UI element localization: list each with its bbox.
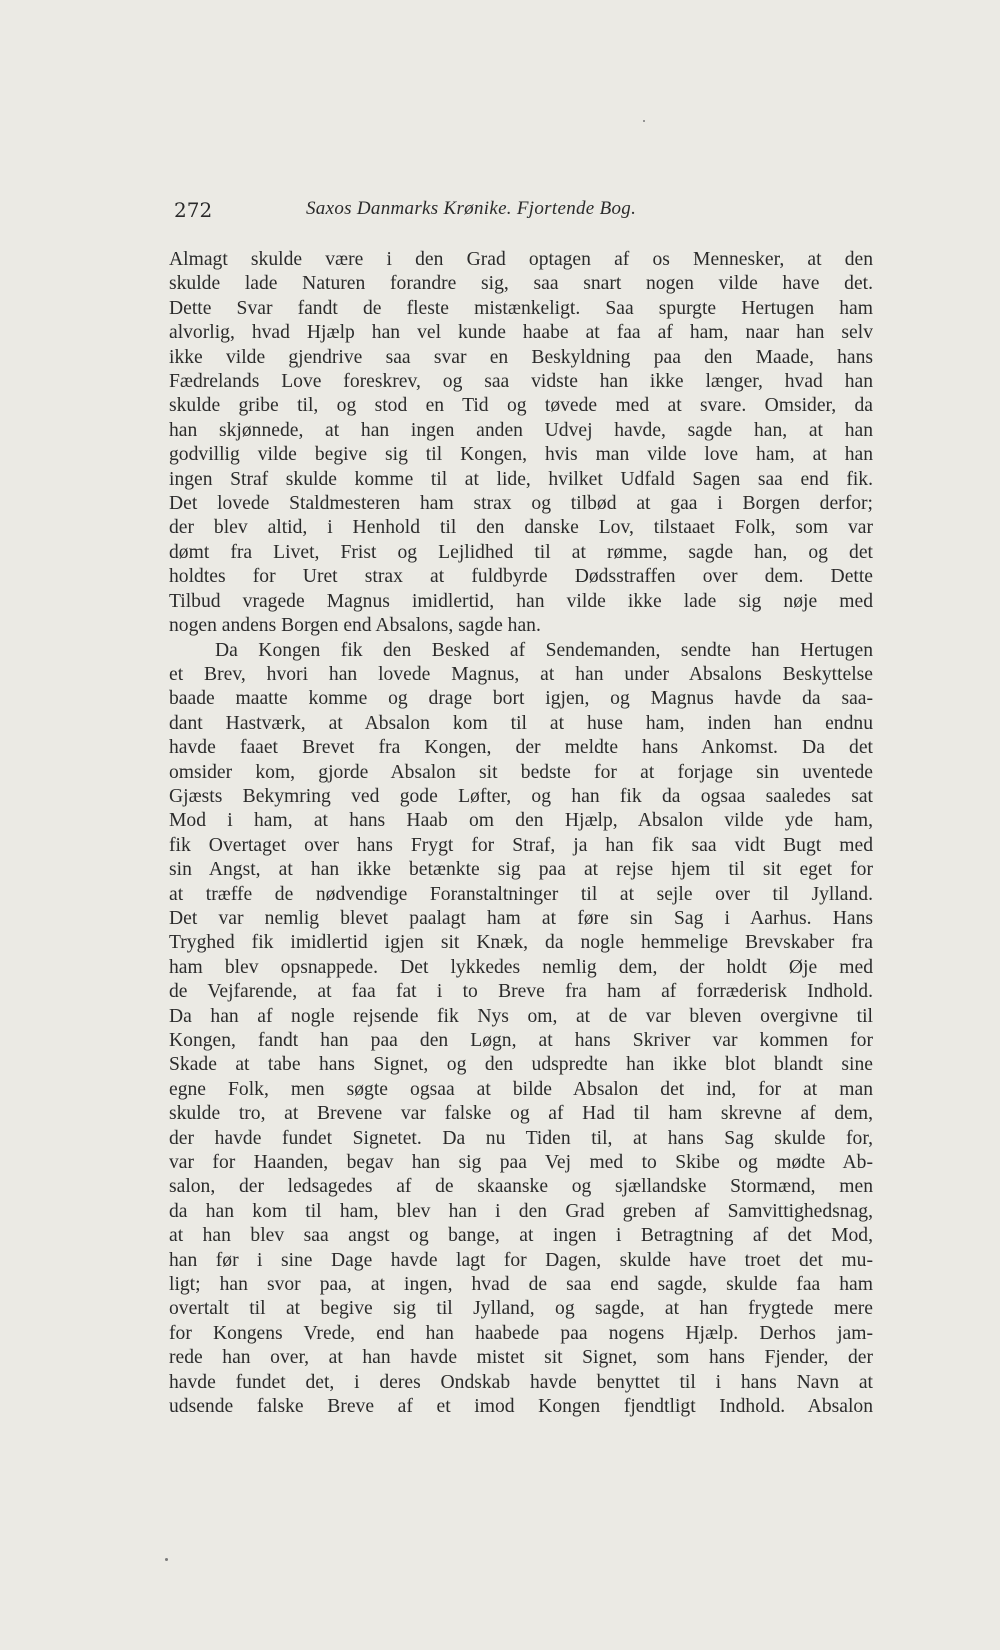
text-line: Fædrelands Love foreskrev, og saa vidste han ikke længer, hvad han (169, 371, 873, 393)
text-line: at træffe de nødvendige Foranstaltninger til at sejle over til Jylland. (169, 883, 873, 905)
text-line: godvillig vilde begive sig til Kongen, hvis man vilde love ham, at han (169, 444, 873, 466)
text-line: ikke vilde gjendrive saa svar en Beskyldning paa den Maade, hans (169, 346, 873, 368)
text-line: Gjæsts Bekymring ved gode Løfter, og han fik da ogsaa saaledes sat (169, 785, 873, 807)
text-line: var for Haanden, begav han sig paa Vej med to Skibe og mødte Ab- (169, 1152, 873, 1174)
text-line: Tilbud vragede Magnus imidlertid, han vilde ikke lade sig nøje med (169, 590, 873, 612)
text-line: der havde fundet Signetet. Da nu Tiden til, at hans Sag skulde for, (169, 1127, 873, 1149)
page-number: 272 (174, 198, 213, 222)
text-line: fik Overtaget over hans Frygt for Straf, ja han fik saa vidt Bugt med (169, 834, 873, 856)
text-line-paragraph-start: Da Kongen fik den Besked af Sendemanden, sendte han Hertugen (215, 639, 873, 661)
text-line: ham blev opsnappede. Det lykkedes nemlig dem, der holdt Øje med (169, 956, 873, 978)
text-line: ligt; han svor paa, at ingen, hvad de saa end sagde, skulde faa ham (169, 1274, 873, 1296)
text-line: dant Hastværk, at Absalon kom til at huse ham, inden han endnu (169, 712, 873, 734)
text-line: overtalt til at begive sig til Jylland, og sagde, at han frygtede mere (169, 1298, 873, 1320)
text-line: sin Angst, at han ikke betænkte sig paa at rejse hjem til sit eget for (169, 859, 873, 881)
text-line: der blev altid, i Henhold til den danske Lov, tilstaaet Folk, som var (169, 517, 873, 539)
text-line: Skade at tabe hans Signet, og den udspredte han ikke blot blandt sine (169, 1054, 873, 1076)
text-line: rede han over, at han havde mistet sit Signet, som hans Fjender, der (169, 1347, 873, 1369)
text-line: dømt fra Livet, Frist og Lejlidhed til at rømme, sagde han, og det (169, 541, 873, 563)
text-line: skulde lade Naturen forandre sig, saa snart nogen vilde have det. (169, 273, 873, 295)
text-line: at han blev saa angst og bange, at ingen i Betragtning af det Mod, (169, 1225, 873, 1247)
text-line: alvorlig, hvad Hjælp han vel kunde haabe at faa af ham, naar han selv (169, 322, 873, 344)
text-line: egne Folk, men søgte ogsaa at bilde Absalon det ind, for at man (169, 1078, 873, 1100)
text-line: han før i sine Dage havde lagt for Dagen, skulde have troet det mu- (169, 1249, 873, 1271)
paper-speck (165, 1558, 168, 1561)
page-header (162, 198, 874, 226)
paper-speck (643, 120, 645, 122)
text-line: havde faaet Brevet fra Kongen, der meldte hans Ankomst. Da det (169, 737, 873, 759)
text-line: da han kom til ham, blev han i den Grad greben af Samvittighedsnag, (169, 1200, 873, 1222)
text-line: holdtes for Uret strax at fuldbyrde Dødsstraffen over dem. Dette (169, 566, 873, 588)
text-line: baade maatte komme og drage bort igjen, og Magnus havde da saa- (169, 688, 873, 710)
text-line: Dette Svar fandt de fleste mistænkeligt. Saa spurgte Hertugen ham (169, 297, 873, 319)
text-line: Det var nemlig blevet paalagt ham at føre sin Sag i Aarhus. Hans (169, 907, 873, 929)
text-line: Da han af nogle rejsende fik Nys om, at de var bleven overgivne til (169, 1005, 873, 1027)
text-line-last: nogen andens Borgen end Absalons, sagde han. (169, 615, 541, 637)
text-line: skulde gribe til, og stod en Tid og tøvede med at svare. Omsider, da (169, 395, 873, 417)
text-line: et Brev, hvori han lovede Magnus, at han under Absalons Beskyttelse (169, 663, 873, 685)
text-line: de Vejfarende, at faa fat i to Breve fra ham af forræderisk Indhold. (169, 981, 873, 1003)
text-line: ingen Straf skulde komme til at lide, hvilket Udfald Sagen saa end fik. (169, 468, 873, 490)
text-line: udsende falske Breve af et imod Kongen fjendtligt Indhold. Absalon (169, 1396, 873, 1418)
text-line: Det lovede Staldmesteren ham strax og tilbød at gaa i Borgen derfor; (169, 493, 873, 515)
body-text (169, 248, 873, 1420)
text-line: han skjønnede, at han ingen anden Udvej havde, sagde han, at han (169, 419, 873, 441)
running-head: Saxos Danmarks Krønike. Fjortende Bog. (306, 198, 637, 219)
text-line: Kongen, fandt han paa den Løgn, at hans Skriver var kommen for (169, 1030, 873, 1051)
text-line: omsider kom, gjorde Absalon sit bedste for at forjage sin uventede (169, 761, 873, 783)
text-line: for Kongens Vrede, end han haabede paa nogens Hjælp. Derhos jam- (169, 1322, 873, 1344)
text-line: Tryghed fik imidlertid igjen sit Knæk, da nogle hemmelige Brevskaber fra (169, 932, 873, 954)
text-line: Mod i ham, at hans Haab om den Hjælp, Absalon vilde yde ham, (169, 810, 873, 832)
text-line: Almagt skulde være i den Grad optagen af os Mennesker, at den (169, 249, 873, 270)
text-line: skulde tro, at Brevene var falske og af Had til ham skrevne af dem, (169, 1103, 873, 1125)
text-line: salon, der ledsagedes af de skaanske og sjællandske Stormænd, men (169, 1176, 873, 1198)
text-line: havde fundet det, i deres Ondskab havde benyttet til i hans Navn at (169, 1371, 873, 1393)
